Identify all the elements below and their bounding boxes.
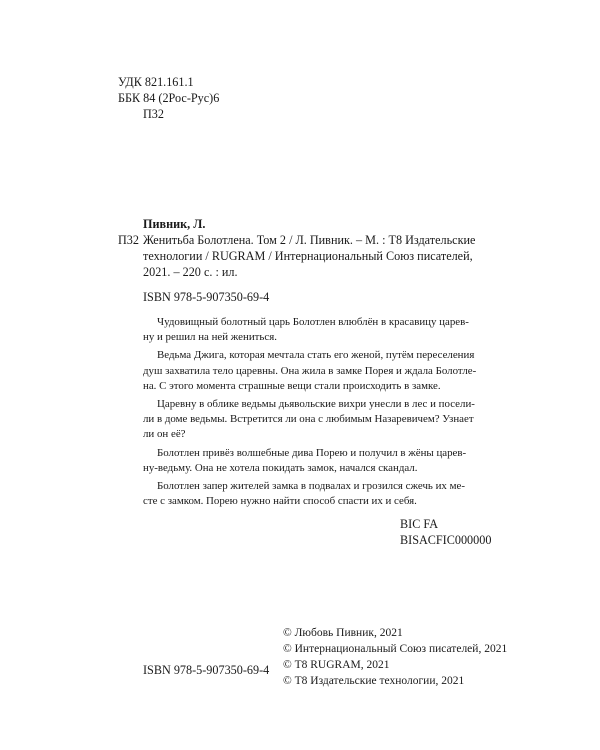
annotation-line: Болотлен запер жителей замка в подвалах и грозился сжечь их ме- [157, 480, 465, 493]
copyright-line: © Т8 RUGRAM, 2021 [283, 659, 390, 671]
annotation-line: душ захватила тело царевны. Она жила в замке Порея и ждала Болотле- [143, 364, 477, 377]
bisac-code: BISACFIC000000 [400, 533, 492, 547]
bib-description-line: 2021. – 220 с. : ил. [143, 265, 238, 279]
annotation-line: сте с замком. Порею нужно найти способ спасти их и себя. [143, 495, 417, 508]
annotation-line: Чудовищный болотный царь Болотлен влюблён в красавицу царев- [157, 316, 469, 328]
annotation-line: ли в доме ведьмы. Встретится ли она с любимым Назаревичем? Узнает [143, 413, 474, 426]
bbk-code: ББК 84 (2Рос-Рус)6 [118, 91, 220, 105]
annotation-line: Болотлен привёз волшебные дива Порею и получил в жёны царев- [157, 446, 467, 459]
annotation-line: ли он её? [143, 428, 186, 441]
annotation-paragraph [143, 446, 467, 476]
cutter-code-bib: П32 [118, 233, 139, 247]
cutter-code: П32 [143, 107, 164, 121]
annotation-paragraph [143, 315, 469, 345]
bib-description-line: технологии / RUGRAM / Интернациональный Союз писателей, [143, 249, 473, 263]
footer-isbn: ISBN 978-5-907350-69-4 [143, 663, 270, 677]
copyright-line: © Т8 Издательские технологии, 2021 [283, 675, 465, 687]
annotation-paragraph [143, 479, 463, 509]
annotation-line: на. С этого момента страшные вещи стали происходить в замке. [143, 379, 441, 392]
annotation [143, 315, 477, 509]
isbn: ISBN 978-5-907350-69-4 [143, 290, 270, 304]
annotation-paragraph [143, 348, 477, 394]
author-heading: Пивник, Л. [143, 217, 206, 231]
copyright-block [283, 625, 507, 689]
annotation-line: ну-ведьму. Она не хотела покидать замок, начался скандал. [143, 461, 418, 474]
bic-code: BIC FA [400, 517, 439, 531]
annotation-line: Царевну в облике ведьмы дьявольские вихри унесли в лес и посели- [157, 398, 475, 411]
udk-code: УДК 821.161.1 [118, 75, 194, 89]
copyright-line: © Интернациональный Союз писателей, 2021 [283, 643, 508, 655]
annotation-paragraph [143, 397, 475, 443]
annotation-line: ну и решил на ней жениться. [143, 331, 277, 344]
copyright-line: © Любовь Пивник, 2021 [283, 627, 403, 639]
annotation-line: Ведьма Джига, которая мечтала стать его женой, путём переселения [157, 349, 475, 362]
bib-description-line: Женитьба Болотлена. Том 2 / Л. Пивник. – М. : Т8 Издательские [143, 233, 476, 247]
